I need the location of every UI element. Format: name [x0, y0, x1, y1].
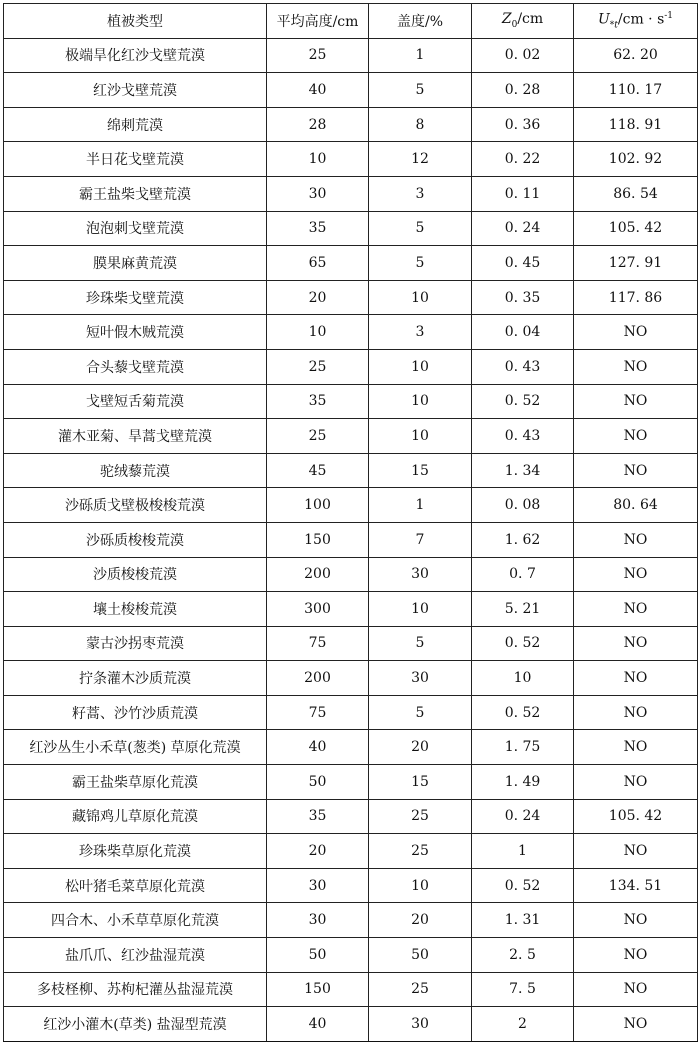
cell-coverage: 10: [369, 384, 472, 419]
cell-z0: 5. 21: [472, 592, 574, 627]
cell-average-height: 28: [267, 107, 369, 142]
cell-average-height: 20: [267, 280, 369, 315]
cell-coverage: 15: [369, 765, 472, 800]
cell-coverage: 20: [369, 730, 472, 765]
cell-coverage: 10: [369, 419, 472, 454]
table-row: [4, 695, 698, 730]
cell-threshold-velocity: 105. 42: [574, 799, 698, 834]
cell-coverage: 5: [369, 73, 472, 108]
cell-threshold-velocity: NO: [574, 1007, 698, 1042]
table-row: [4, 938, 698, 973]
cell-threshold-velocity: 102. 92: [574, 142, 698, 177]
cell-threshold-velocity: NO: [574, 419, 698, 454]
cell-coverage: 25: [369, 834, 472, 869]
cell-vegetation-type: 泡泡刺戈壁荒漠: [4, 211, 267, 246]
cell-z0: 0. 7: [472, 557, 574, 592]
cell-vegetation-type: 红沙小灌木(草类) 盐湿型荒漠: [4, 1007, 267, 1042]
cell-vegetation-type: 珍珠柴戈壁荒漠: [4, 280, 267, 315]
cell-z0: 0. 11: [472, 176, 574, 211]
cell-vegetation-type: 珍珠柴草原化荒漠: [4, 834, 267, 869]
cell-threshold-velocity: NO: [574, 903, 698, 938]
cell-vegetation-type: 红沙戈壁荒漠: [4, 73, 267, 108]
cell-threshold-velocity: NO: [574, 695, 698, 730]
cell-coverage: 10: [369, 280, 472, 315]
cell-z0: 2: [472, 1007, 574, 1042]
cell-vegetation-type: 灌木亚菊、旱蒿戈壁荒漠: [4, 419, 267, 454]
cell-z0: 0. 52: [472, 695, 574, 730]
cell-coverage: 25: [369, 799, 472, 834]
cell-vegetation-type: 合头藜戈壁荒漠: [4, 349, 267, 384]
cell-threshold-velocity: NO: [574, 349, 698, 384]
cell-threshold-velocity: NO: [574, 972, 698, 1007]
table-row: [4, 38, 698, 73]
cell-threshold-velocity: 80. 64: [574, 488, 698, 523]
cell-coverage: 5: [369, 246, 472, 281]
cell-average-height: 40: [267, 730, 369, 765]
cell-coverage: 1: [369, 488, 472, 523]
cell-average-height: 40: [267, 73, 369, 108]
table-container: [3, 3, 698, 1042]
cell-average-height: 35: [267, 211, 369, 246]
cell-z0: 1. 75: [472, 730, 574, 765]
table-row: [4, 315, 698, 350]
z0-unit: /cm: [517, 11, 544, 28]
table-row: [4, 903, 698, 938]
cell-coverage: 30: [369, 557, 472, 592]
cell-average-height: 100: [267, 488, 369, 523]
u-unit: /cm · s: [617, 11, 665, 28]
cell-threshold-velocity: 105. 42: [574, 211, 698, 246]
cell-vegetation-type: 多枝柽柳、苏枸杞灌丛盐湿荒漠: [4, 972, 267, 1007]
cell-threshold-velocity: 127. 91: [574, 246, 698, 281]
cell-threshold-velocity: NO: [574, 453, 698, 488]
cell-vegetation-type: 籽蒿、沙竹沙质荒漠: [4, 695, 267, 730]
cell-average-height: 200: [267, 557, 369, 592]
vegetation-table: [3, 3, 698, 1042]
cell-coverage: 5: [369, 626, 472, 661]
cell-coverage: 3: [369, 315, 472, 350]
table-row: [4, 557, 698, 592]
table-row: [4, 107, 698, 142]
cell-coverage: 1: [369, 38, 472, 73]
cell-vegetation-type: 藏锦鸡儿草原化荒漠: [4, 799, 267, 834]
table-row: [4, 488, 698, 523]
cell-threshold-velocity: 118. 91: [574, 107, 698, 142]
cell-vegetation-type: 霸王盐柴草原化荒漠: [4, 765, 267, 800]
cell-average-height: 50: [267, 765, 369, 800]
cell-average-height: 20: [267, 834, 369, 869]
table-row: [4, 868, 698, 903]
cell-coverage: 7: [369, 522, 472, 557]
cell-vegetation-type: 松叶猪毛菜草原化荒漠: [4, 868, 267, 903]
cell-threshold-velocity: 117. 86: [574, 280, 698, 315]
cell-coverage: 20: [369, 903, 472, 938]
u-subscript: *t: [609, 20, 618, 31]
cell-vegetation-type: 沙质梭梭荒漠: [4, 557, 267, 592]
cell-z0: 0. 43: [472, 349, 574, 384]
cell-threshold-velocity: NO: [574, 384, 698, 419]
cell-threshold-velocity: NO: [574, 522, 698, 557]
cell-threshold-velocity: NO: [574, 765, 698, 800]
cell-z0: 0. 52: [472, 384, 574, 419]
cell-z0: 0. 45: [472, 246, 574, 281]
cell-vegetation-type: 霸王盐柴戈壁荒漠: [4, 176, 267, 211]
cell-average-height: 35: [267, 799, 369, 834]
cell-threshold-velocity: 62. 20: [574, 38, 698, 73]
header-coverage: 盖度/%: [369, 4, 472, 39]
cell-coverage: 30: [369, 661, 472, 696]
cell-coverage: 10: [369, 868, 472, 903]
table-row: [4, 384, 698, 419]
cell-vegetation-type: 膜果麻黄荒漠: [4, 246, 267, 281]
cell-vegetation-type: 四合木、小禾草草原化荒漠: [4, 903, 267, 938]
table-row: [4, 799, 698, 834]
cell-vegetation-type: 盐爪爪、红沙盐湿荒漠: [4, 938, 267, 973]
cell-average-height: 150: [267, 522, 369, 557]
z0-symbol: Z: [501, 11, 512, 28]
header-row: [4, 4, 698, 39]
cell-threshold-velocity: 86. 54: [574, 176, 698, 211]
cell-threshold-velocity: NO: [574, 626, 698, 661]
cell-z0: 2. 5: [472, 938, 574, 973]
cell-coverage: 5: [369, 695, 472, 730]
header-vegetation-type: 植被类型: [4, 4, 267, 39]
cell-coverage: 30: [369, 1007, 472, 1042]
cell-vegetation-type: 沙砾质梭梭荒漠: [4, 522, 267, 557]
cell-z0: 0. 43: [472, 419, 574, 454]
table-row: [4, 211, 698, 246]
cell-threshold-velocity: NO: [574, 557, 698, 592]
table-row: [4, 626, 698, 661]
table-body: [4, 38, 698, 1041]
table-row: [4, 1007, 698, 1042]
table-row: [4, 142, 698, 177]
cell-vegetation-type: 短叶假木贼荒漠: [4, 315, 267, 350]
table-row: [4, 453, 698, 488]
cell-average-height: 50: [267, 938, 369, 973]
cell-average-height: 300: [267, 592, 369, 627]
cell-average-height: 10: [267, 142, 369, 177]
cell-average-height: 30: [267, 868, 369, 903]
cell-z0: 0. 24: [472, 211, 574, 246]
cell-coverage: 8: [369, 107, 472, 142]
table-row: [4, 730, 698, 765]
cell-z0: 0. 52: [472, 626, 574, 661]
table-row: [4, 349, 698, 384]
cell-coverage: 10: [369, 592, 472, 627]
cell-z0: 0. 22: [472, 142, 574, 177]
table-row: [4, 661, 698, 696]
cell-vegetation-type: 半日花戈壁荒漠: [4, 142, 267, 177]
cell-vegetation-type: 拧条灌木沙质荒漠: [4, 661, 267, 696]
cell-coverage: 5: [369, 211, 472, 246]
cell-coverage: 3: [369, 176, 472, 211]
cell-threshold-velocity: NO: [574, 592, 698, 627]
cell-vegetation-type: 绵刺荒漠: [4, 107, 267, 142]
cell-threshold-velocity: NO: [574, 661, 698, 696]
cell-z0: 1. 34: [472, 453, 574, 488]
cell-threshold-velocity: 110. 17: [574, 73, 698, 108]
cell-z0: 0. 04: [472, 315, 574, 350]
table-row: [4, 765, 698, 800]
header-z0: [472, 4, 574, 39]
cell-average-height: 45: [267, 453, 369, 488]
table-row: [4, 176, 698, 211]
cell-average-height: 10: [267, 315, 369, 350]
cell-average-height: 40: [267, 1007, 369, 1042]
cell-vegetation-type: 蒙古沙拐枣荒漠: [4, 626, 267, 661]
cell-coverage: 25: [369, 972, 472, 1007]
cell-z0: 0. 52: [472, 868, 574, 903]
cell-z0: 0. 24: [472, 799, 574, 834]
cell-vegetation-type: 戈壁短舌菊荒漠: [4, 384, 267, 419]
cell-average-height: 75: [267, 626, 369, 661]
table-row: [4, 592, 698, 627]
cell-z0: 10: [472, 661, 574, 696]
cell-vegetation-type: 红沙丛生小禾草(葱类) 草原化荒漠: [4, 730, 267, 765]
cell-coverage: 15: [369, 453, 472, 488]
cell-vegetation-type: 极端旱化红沙戈壁荒漠: [4, 38, 267, 73]
cell-threshold-velocity: NO: [574, 834, 698, 869]
cell-coverage: 50: [369, 938, 472, 973]
cell-z0: 1: [472, 834, 574, 869]
cell-average-height: 25: [267, 349, 369, 384]
cell-average-height: 200: [267, 661, 369, 696]
cell-z0: 1. 49: [472, 765, 574, 800]
cell-average-height: 65: [267, 246, 369, 281]
table-row: [4, 522, 698, 557]
cell-z0: 0. 28: [472, 73, 574, 108]
table-row: [4, 280, 698, 315]
cell-average-height: 25: [267, 419, 369, 454]
cell-vegetation-type: 沙砾质戈壁极梭梭荒漠: [4, 488, 267, 523]
cell-threshold-velocity: 134. 51: [574, 868, 698, 903]
cell-coverage: 10: [369, 349, 472, 384]
cell-threshold-velocity: NO: [574, 315, 698, 350]
header-average-height: 平均高度/cm: [267, 4, 369, 39]
table-row: [4, 73, 698, 108]
cell-vegetation-type: 驼绒藜荒漠: [4, 453, 267, 488]
cell-average-height: 150: [267, 972, 369, 1007]
cell-z0: 0. 02: [472, 38, 574, 73]
z0-subscript: 0: [511, 20, 518, 31]
cell-vegetation-type: 壤土梭梭荒漠: [4, 592, 267, 627]
cell-average-height: 75: [267, 695, 369, 730]
cell-threshold-velocity: NO: [574, 938, 698, 973]
cell-coverage: 12: [369, 142, 472, 177]
cell-z0: 0. 08: [472, 488, 574, 523]
cell-z0: 0. 36: [472, 107, 574, 142]
cell-z0: 1. 62: [472, 522, 574, 557]
header-threshold-velocity: [574, 4, 698, 39]
u-symbol: U: [597, 11, 610, 28]
cell-z0: 0. 35: [472, 280, 574, 315]
cell-average-height: 35: [267, 384, 369, 419]
table-row: [4, 246, 698, 281]
table-row: [4, 834, 698, 869]
cell-z0: 1. 31: [472, 903, 574, 938]
table-row: [4, 972, 698, 1007]
cell-average-height: 30: [267, 903, 369, 938]
cell-z0: 7. 5: [472, 972, 574, 1007]
cell-threshold-velocity: NO: [574, 730, 698, 765]
u-superscript: -1: [664, 11, 674, 22]
cell-average-height: 30: [267, 176, 369, 211]
table-header: [4, 4, 698, 39]
cell-average-height: 25: [267, 38, 369, 73]
table-row: [4, 419, 698, 454]
